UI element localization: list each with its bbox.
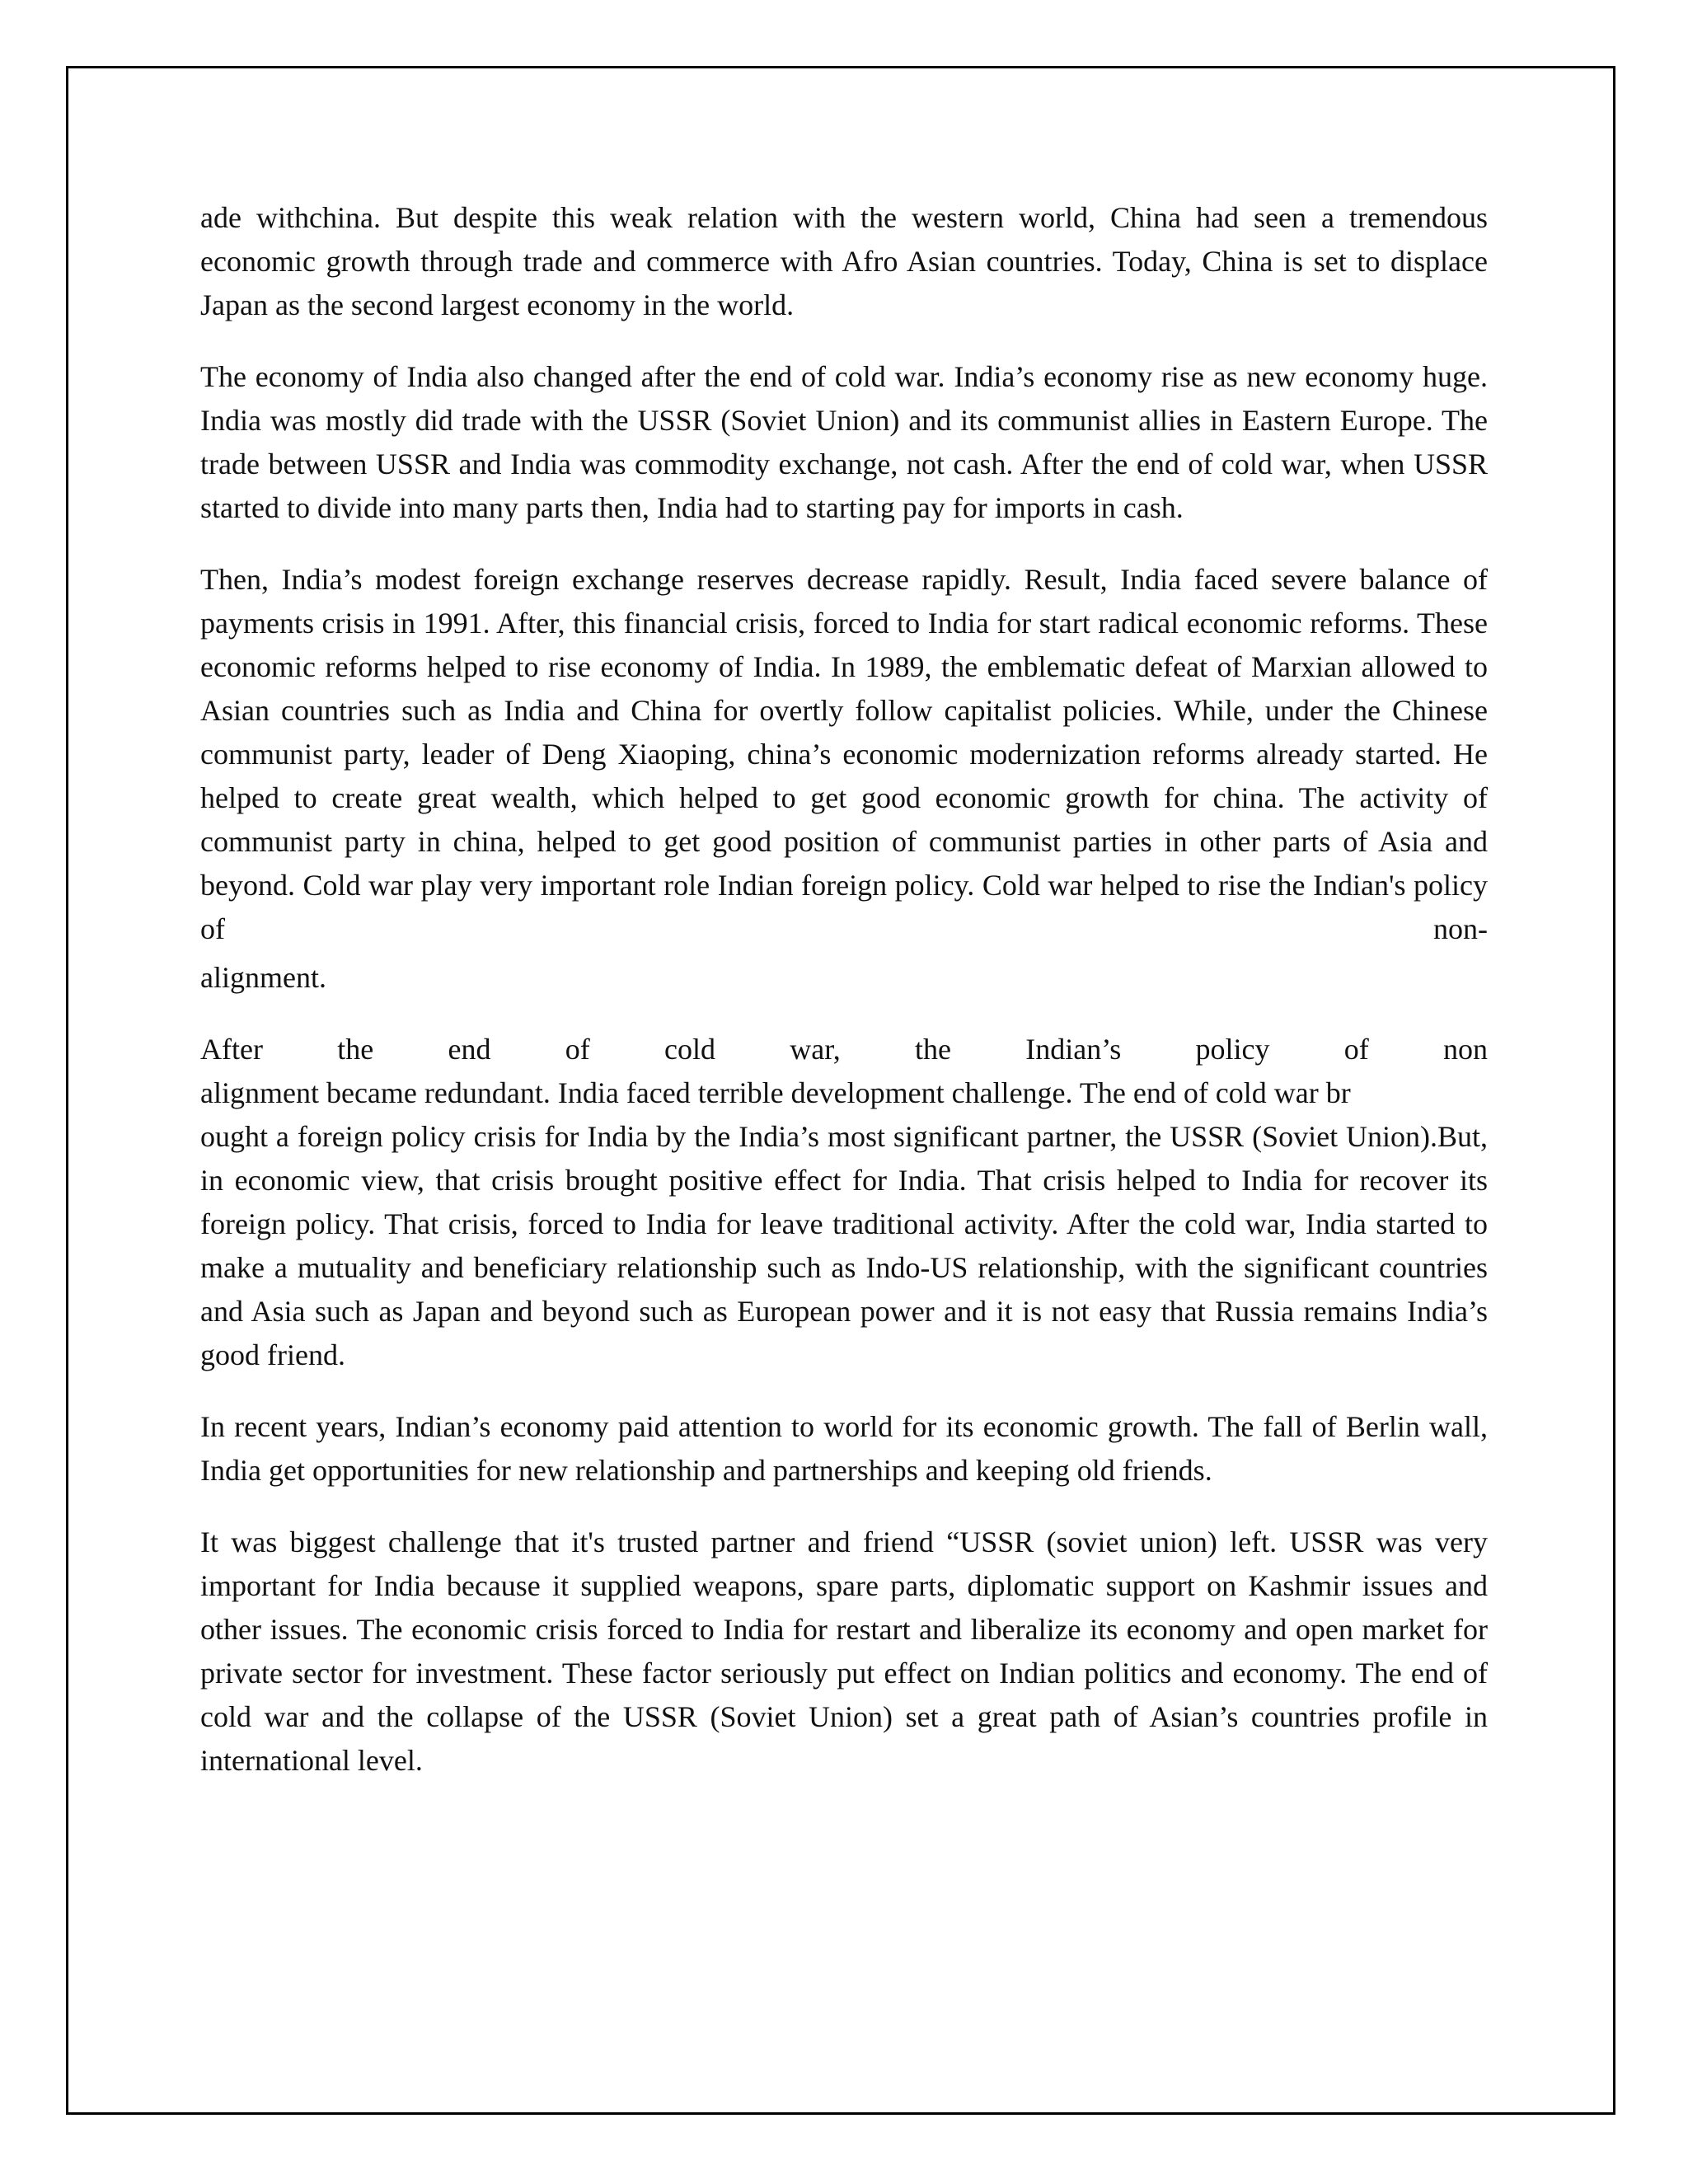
paragraph-economic-reforms: Then, India’s modest foreign exchange reserves decrease rapidly. Result, India faced severe balance of payments crisis in 1991. After, this financial crisis, forced to India for start radical economic reforms. These economic reforms helped to rise economy of India. In 1989, the emblematic defeat of Marxian allowed to Asian countries such as India and China for overtly follow capitalist policies. While, under the Chinese communist party, leader of Deng Xiaoping, china’s economic modernization reforms already started. He helped to create great wealth, which helped to get good economic growth for china. The activity of communist party in china, helped to get good position of communist parties in other parts of Asia and beyond. Cold war play very important role Indian foreign policy. Cold war helped to rise the Indian's policy of non-	[200, 563, 1488, 945]
paragraph-line: After the end of cold war, the Indian’s policy of non	[200, 1033, 1488, 1066]
paragraph-india-economy: The economy of India also changed after the end of cold war. India’s economy rise as new economy huge. India was mostly did trade with the USSR (Soviet Union) and its communist allies in Eastern Europe. The trade between USSR and India was commodity exchange, not cash. After the end of cold war, when USSR started to divide into many parts then, India had to starting pay for imports in cash.	[200, 360, 1488, 524]
paragraph-non-alignment	[200, 1028, 1488, 1377]
paragraph-recent-years: In recent years, Indian’s economy paid attention to world for its economic growth. The fall of Berlin wall, India get opportunities for new relationship and partnerships and keeping old friends.	[200, 1410, 1488, 1487]
document-body	[200, 196, 1488, 1811]
paragraph-china-economy: ade withchina. But despite this weak relation with the western world, China had seen a tremendous economic growth through trade and commerce with Afro Asian countries. Today, China is set to displace Japan as the second largest economy in the world.	[200, 201, 1488, 321]
paragraph-alignment: alignment.	[200, 961, 326, 994]
paragraph-line: alignment became redundant. India faced terrible development challenge. The end of cold war br	[200, 1076, 1351, 1109]
paragraph-text: ought a foreign policy crisis for India by the India’s most significant partner, the USSR (Soviet Union).But, in economic view, that crisis brought positive effect for India. That crisis helped to India for recover its foreign policy. That crisis, forced to India for leave traditional activity. After the cold war, India started to make a mutuality and beneficiary relationship such as Indo-US relationship, with the significant countries and Asia such as Japan and beyond such as European power and it is not easy that Russia remains India’s good friend.	[200, 1120, 1488, 1371]
paragraph-ussr-challenge: It was biggest challenge that it's trusted partner and friend “USSR (soviet union) left. USSR was very important for India because it supplied weapons, spare parts, diplomatic support on Kashmir issues and other issues. The economic crisis forced to India for restart and liberalize its economy and open market for private sector for investment. These factor seriously put effect on Indian politics and economy. The end of cold war and the collapse of the USSR (Soviet Union) set a great path of Asian’s countries profile in international level.	[200, 1526, 1488, 1777]
